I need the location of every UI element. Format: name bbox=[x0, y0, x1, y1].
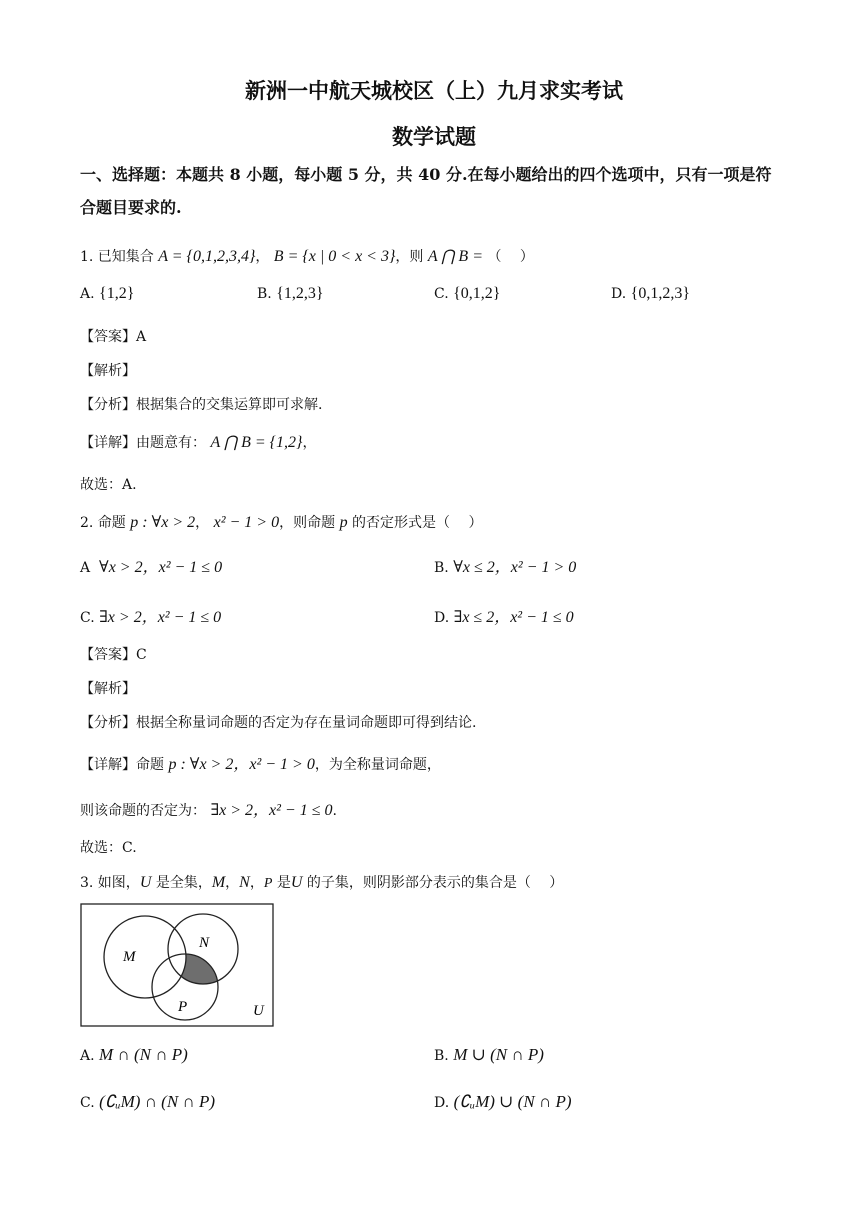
q2-detail bbox=[80, 751, 441, 774]
option-label: D. bbox=[434, 610, 450, 626]
option-value: {1,2,3} bbox=[276, 285, 324, 302]
q1-set-a: A = {0,1,2,3,4} bbox=[158, 248, 256, 265]
q2-option-d bbox=[434, 604, 574, 627]
q3-option-d bbox=[434, 1092, 572, 1112]
option-value: M ∩ (N ∩ P) bbox=[99, 1045, 188, 1064]
q1-comma: ， bbox=[255, 249, 270, 265]
q3-stem-b: 是全集， bbox=[155, 875, 212, 891]
option-label: A. bbox=[80, 286, 95, 302]
q1-detail bbox=[80, 432, 316, 452]
q2-comma: ， bbox=[195, 515, 210, 531]
venn-label-m: M bbox=[123, 949, 136, 965]
option-label: A. bbox=[80, 1048, 95, 1064]
section-heading: 一、选择题：本题共 8 小题，每小题 5 分，共 40 分.在每小题给出的四个选项中，只有一项是符合题目要求的. bbox=[80, 165, 772, 217]
q3-option-c bbox=[80, 1092, 215, 1112]
venn-label-n: N bbox=[199, 935, 210, 951]
q2-conclusion: 故选：C. bbox=[80, 840, 137, 856]
q3-stem bbox=[80, 872, 563, 892]
option-label: C. bbox=[80, 610, 95, 626]
q3-p: P bbox=[263, 876, 273, 891]
q3-m: M bbox=[211, 874, 226, 891]
q2-stem bbox=[80, 512, 482, 532]
q2-option-a bbox=[80, 554, 222, 577]
option-value: (∁ᵤM) ∩ (N ∩ P) bbox=[99, 1092, 216, 1111]
q2-option-b bbox=[434, 554, 576, 577]
q2-detail-prefix: 【详解】命题 bbox=[80, 757, 164, 773]
venn-diagram bbox=[80, 903, 276, 1029]
option-label: B. bbox=[257, 286, 272, 302]
option-value: M ∪ (N ∩ P) bbox=[453, 1045, 544, 1064]
q1-option-c bbox=[434, 285, 500, 303]
option-value: (∁ᵤM) ∪ (N ∩ P) bbox=[453, 1092, 572, 1111]
q3-option-b bbox=[434, 1045, 544, 1065]
option-label: D. bbox=[434, 1095, 450, 1111]
q1-answer: 【答案】A bbox=[80, 329, 147, 345]
q2-negation-suffix: . bbox=[332, 803, 337, 819]
q1-expression: A ⋂ B = bbox=[427, 248, 483, 265]
q3-stem-start: 3. 如图， bbox=[80, 875, 140, 891]
option-value: {0,1,2,3} bbox=[630, 285, 690, 302]
q1-set-b: B = {x | 0 < x < 3} bbox=[273, 248, 396, 265]
q2-stem-start: 2. 命题 bbox=[80, 515, 126, 531]
q2-p: p bbox=[339, 514, 348, 531]
q2-negation-math: ∃x > 2，x² − 1 ≤ 0 bbox=[210, 802, 333, 819]
q2-analysis: 【分析】根据全称量词命题的否定为存在量词命题即可得到结论. bbox=[80, 715, 477, 731]
option-label: C. bbox=[434, 286, 449, 302]
q3-n: N bbox=[239, 874, 250, 891]
exam-title: 新洲一中航天城校区（上）九月求实考试 bbox=[245, 78, 623, 103]
option-value: {0,1,2} bbox=[453, 285, 501, 302]
q3-stem-d: 的子集，则阴影部分表示的集合是（ ） bbox=[306, 875, 564, 891]
option-label: B. bbox=[434, 560, 449, 576]
q2-stem-end: 的否定形式是（ ） bbox=[352, 515, 483, 531]
option-value: ∀x ≤ 2，x² − 1 > 0 bbox=[453, 559, 577, 576]
q1-detail-prefix: 【详解】由题意有： bbox=[80, 435, 206, 451]
q1-jiexi: 【解析】 bbox=[80, 363, 136, 379]
option-value: ∃x > 2，x² − 1 ≤ 0 bbox=[99, 609, 222, 626]
q2-jiexi: 【解析】 bbox=[80, 681, 136, 697]
option-value: ∃x ≤ 2，x² − 1 ≤ 0 bbox=[453, 609, 574, 626]
option-label: B. bbox=[434, 1048, 449, 1064]
q1-detail-math: A ⋂ B = {1,2} bbox=[210, 434, 303, 451]
q2-detail-math: p : ∀x > 2，x² − 1 > 0 bbox=[168, 756, 315, 773]
q1-option-a bbox=[80, 285, 134, 303]
option-label: D. bbox=[611, 286, 627, 302]
q1-paren: （ ） bbox=[487, 249, 534, 265]
q2-option-c bbox=[80, 604, 221, 627]
q2-proposition: p : ∀x > 2 bbox=[130, 514, 196, 531]
venn-label-p: P bbox=[178, 999, 188, 1015]
q1-stem bbox=[80, 246, 534, 266]
q1-conclusion: 故选：A. bbox=[80, 477, 137, 493]
q3-stem-c: 是 bbox=[276, 875, 291, 891]
q1-option-b bbox=[257, 285, 324, 303]
q2-detail-suffix: ，为全称量词命题， bbox=[314, 757, 441, 773]
q1-detail-suffix: ， bbox=[302, 435, 317, 451]
option-value: ∀x > 2，x² − 1 ≤ 0 bbox=[99, 559, 223, 576]
q1-stem-mid: ，则 bbox=[395, 249, 424, 265]
q3-sep2: ， bbox=[249, 875, 264, 891]
q1-analysis: 【分析】根据集合的交集运算即可求解. bbox=[80, 397, 323, 413]
q1-stem-start: 1. 已知集合 bbox=[80, 249, 154, 265]
q2-inequality: x² − 1 > 0 bbox=[213, 514, 280, 531]
q2-stem-mid: ，则命题 bbox=[279, 515, 336, 531]
q3-u: U bbox=[139, 874, 152, 891]
option-label: C. bbox=[80, 1095, 95, 1111]
venn-label-u: U bbox=[253, 1003, 264, 1019]
exam-subtitle: 数学试题 bbox=[392, 124, 476, 149]
q3-u2: U bbox=[290, 874, 303, 891]
q2-negation-prefix: 则该命题的否定为： bbox=[80, 803, 206, 819]
q3-sep1: ， bbox=[225, 875, 240, 891]
q2-answer: 【答案】C bbox=[80, 647, 147, 663]
q2-negation bbox=[80, 797, 337, 820]
option-value: {1,2} bbox=[99, 285, 135, 302]
q1-option-d bbox=[611, 285, 690, 303]
q3-option-a bbox=[80, 1045, 188, 1065]
option-label: A bbox=[80, 560, 91, 576]
